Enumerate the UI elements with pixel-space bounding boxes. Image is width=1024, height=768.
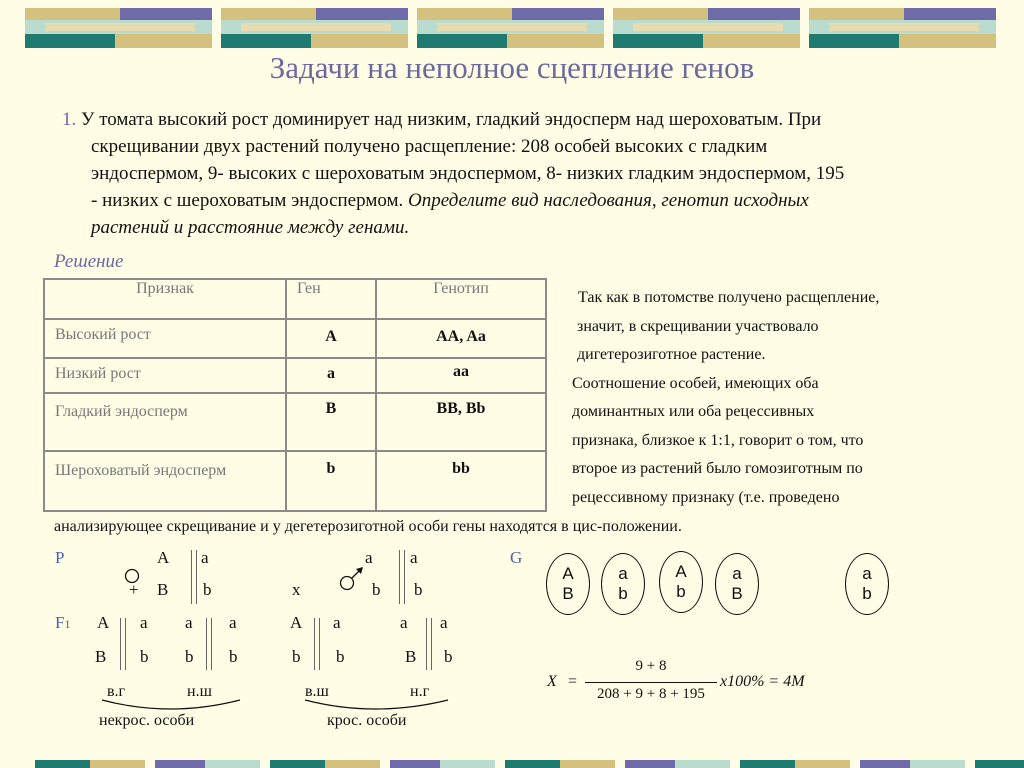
male-symbol-icon bbox=[338, 562, 368, 592]
gamete-bottom: B bbox=[731, 584, 743, 603]
formula-eq: = bbox=[568, 673, 578, 690]
table-row bbox=[44, 451, 546, 511]
gamete-top: A bbox=[675, 562, 687, 581]
explanation-line: Так как в потомстве получено расщепление, bbox=[578, 289, 880, 306]
father-top-1: a bbox=[365, 548, 373, 567]
problem-line-2: скрещивании двух растений получено расщепление: 208 особей высоких с гладким bbox=[91, 136, 768, 157]
table-row bbox=[44, 393, 546, 451]
problem-number: 1. bbox=[62, 109, 77, 130]
gamete bbox=[601, 553, 645, 615]
f1-allele: a bbox=[140, 613, 148, 632]
gamete-top: A bbox=[562, 564, 574, 583]
explanation-line: доминантных или оба рецессивных bbox=[572, 403, 815, 420]
genotype-cell: AA, Aa bbox=[376, 319, 546, 358]
deco-block bbox=[613, 8, 800, 48]
chromosome-line bbox=[211, 618, 212, 670]
explanation-line: Соотношение особей, имеющих оба bbox=[572, 375, 819, 392]
formula-denominator: 208 + 9 + 8 + 195 bbox=[597, 686, 705, 702]
chromosome-line bbox=[399, 550, 400, 604]
bottom-decoration bbox=[0, 756, 1024, 768]
table-header: Признак bbox=[44, 279, 286, 319]
trait-cell: Гладкий эндосперм bbox=[44, 393, 286, 451]
problem-line-3: эндоспермом, 9- высоких с шероховатым эндоспермом, 8- низких гладким эндоспермом, 195 bbox=[91, 163, 845, 184]
bracket-crossover bbox=[305, 700, 448, 709]
gene-cell: b bbox=[286, 451, 376, 511]
problem-line-4a: - низких с шероховатым эндоспермом. bbox=[91, 190, 404, 211]
trait-cell: Шероховатый эндосперм bbox=[44, 451, 286, 511]
f1-allele: b bbox=[292, 647, 301, 666]
solution-label: Решение bbox=[54, 251, 124, 272]
f1-allele: b bbox=[229, 647, 238, 666]
explanation-line: анализирующее скрещивание и у дегетерозиготной особи гены находятся в цис-положении. bbox=[54, 518, 682, 535]
chromosome-line bbox=[314, 618, 315, 670]
f1-label-subscript: 1 bbox=[64, 617, 71, 631]
bracket-noncrossover bbox=[102, 700, 240, 709]
genotype-table bbox=[43, 278, 547, 512]
g-label: G bbox=[510, 548, 523, 567]
f1-label bbox=[55, 613, 70, 633]
fraction-line bbox=[585, 682, 717, 683]
genotype-cell: BB, Bb bbox=[376, 393, 546, 451]
chromosome-line bbox=[125, 618, 126, 670]
genotype-cell: bb bbox=[376, 451, 546, 511]
deco-block bbox=[417, 8, 604, 48]
father-bottom-2: b bbox=[414, 580, 423, 599]
phenotype-label: н.г bbox=[410, 683, 430, 700]
problem-text bbox=[62, 106, 1002, 241]
gamete-bottom: B bbox=[562, 584, 574, 603]
deco-block bbox=[809, 8, 996, 48]
gamete-top: a bbox=[732, 564, 742, 583]
f1-label-letter: F bbox=[55, 613, 65, 632]
f1-allele: a bbox=[229, 613, 237, 632]
table-row bbox=[44, 358, 546, 393]
group-label-crossover: крос. особи bbox=[327, 712, 407, 729]
mother-top-1: A bbox=[157, 548, 170, 567]
f1-allele: b bbox=[140, 647, 149, 666]
formula-result: x100% = 4M bbox=[720, 673, 805, 690]
chromosome-line bbox=[206, 618, 207, 670]
f1-allele: A bbox=[97, 613, 110, 632]
chromosome-line bbox=[191, 550, 192, 604]
female-symbol-plus: + bbox=[129, 580, 139, 599]
f1-allele: a bbox=[440, 613, 448, 632]
table-header: Ген bbox=[286, 279, 376, 319]
gamete-top: a bbox=[618, 564, 628, 583]
chromosome-line bbox=[404, 550, 405, 604]
father-bottom-1: b bbox=[372, 580, 381, 599]
mother-bottom-1: B bbox=[157, 580, 169, 599]
deco-block bbox=[25, 8, 212, 48]
gamete bbox=[546, 553, 590, 615]
f1-allele: B bbox=[95, 647, 107, 666]
gamete-bottom: b bbox=[618, 584, 628, 603]
explanation-line: рецессивному признаку (т.е. проведено bbox=[572, 489, 840, 506]
phenotype-label: н.ш bbox=[187, 683, 212, 700]
gene-cell: a bbox=[286, 358, 376, 393]
gamete-bottom: b bbox=[862, 584, 872, 603]
gamete-top: a bbox=[862, 564, 872, 583]
table-header-row bbox=[44, 279, 546, 319]
f1-allele: a bbox=[185, 613, 193, 632]
table-row bbox=[44, 319, 546, 358]
gene-cell: A bbox=[286, 319, 376, 358]
problem-line bbox=[62, 106, 1002, 133]
mother-top-2: a bbox=[201, 548, 209, 567]
explanation-line: значит, в скрещивании участвовало bbox=[577, 318, 819, 335]
phenotype-label: в.ш bbox=[305, 683, 329, 700]
top-decoration bbox=[0, 8, 1024, 48]
problem-line-4 bbox=[62, 187, 1002, 214]
problem-question: Определите вид наследования, генотип исходных bbox=[408, 190, 809, 211]
cross-sign: x bbox=[292, 580, 301, 599]
f1-allele: b bbox=[336, 647, 345, 666]
deco-block bbox=[221, 8, 408, 48]
genotype-cell: aa bbox=[376, 358, 546, 393]
group-label-noncrossover: некрос. особи bbox=[99, 712, 195, 729]
chromosome-line bbox=[196, 550, 197, 604]
explanation-line: второе из растений было гомозиготным по bbox=[572, 460, 863, 477]
f1-allele: A bbox=[290, 613, 303, 632]
page-title: Задачи на неполное сцепление генов bbox=[269, 50, 755, 85]
explanation-line: дигетерозиготное растение. bbox=[577, 346, 766, 363]
mother-bottom-2: b bbox=[203, 580, 212, 599]
f1-allele: a bbox=[400, 613, 408, 632]
phenotype-label: в.г bbox=[107, 683, 126, 700]
p-label: P bbox=[55, 548, 65, 567]
trait-cell: Низкий рост bbox=[44, 358, 286, 393]
father-top-2: a bbox=[410, 548, 418, 567]
trait-cell: Высокий рост bbox=[44, 319, 286, 358]
f1-allele: B bbox=[405, 647, 417, 666]
f1-allele: b bbox=[444, 647, 453, 666]
chromosome-line bbox=[426, 618, 427, 670]
chromosome-line bbox=[120, 618, 121, 670]
f1-allele: b bbox=[185, 647, 194, 666]
chromosome-line bbox=[431, 618, 432, 670]
formula-numerator: 9 + 8 bbox=[635, 658, 667, 674]
gamete-bottom: b bbox=[676, 582, 686, 601]
chromosome-line bbox=[319, 618, 320, 670]
problem-line-1: У томата высокий рост доминирует над низким, гладкий эндосперм над шероховатым. При bbox=[81, 109, 822, 130]
f1-allele: a bbox=[333, 613, 341, 632]
gamete bbox=[715, 553, 759, 615]
gene-cell: B bbox=[286, 393, 376, 451]
explanation-line: признака, близкое к 1:1, говорит о том, что bbox=[572, 432, 864, 449]
table-header: Генотип bbox=[376, 279, 546, 319]
gamete bbox=[845, 553, 889, 615]
gamete bbox=[659, 551, 703, 613]
problem-line-5: растений и расстояние между генами. bbox=[91, 217, 410, 238]
formula-var: X bbox=[547, 673, 557, 690]
